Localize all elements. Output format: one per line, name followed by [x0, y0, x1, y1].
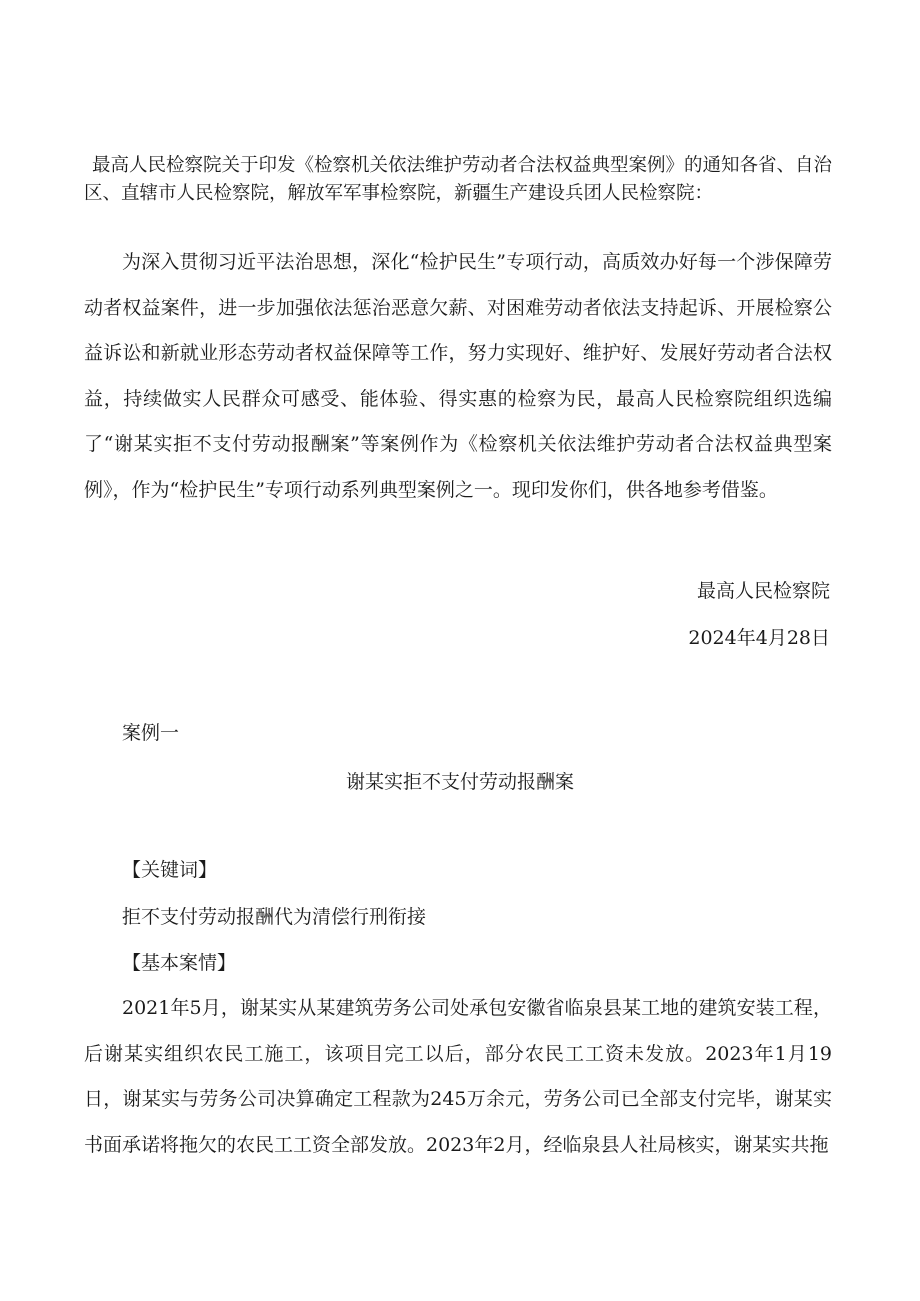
notice-header: 最高人民检察院关于印发《检察机关依法维护劳动者合法权益典型案例》的通知各省、自治区、直辖市人民检察院，解放军军事检察院，新疆生产建设兵团人民检察院：: [84, 155, 833, 204]
case-label: 案例一: [122, 722, 180, 744]
case-title: 谢某实拒不支付劳动报酬案: [345, 771, 574, 793]
signature-organization: 最高人民检察院: [696, 580, 830, 602]
facts-heading: 【基本案情】: [122, 952, 237, 974]
keywords-heading: 【关键词】: [122, 859, 218, 881]
facts-body: 2021年5月，谢某实从某建筑劳务公司处承包安徽省临泉县某工地的建筑安装工程，后谢某实组织农民工施工，该项目完工以后，部分农民工工资未发放。2023年1月19日，谢某实与劳务公司决算确定工程款为245万余元，劳务公司已全部支付完毕，谢某实书面承诺将拖欠的农民工工资全部发放。2023年2月，经临泉县人社局核实，谢某实共拖: [84, 997, 832, 1156]
notice-body: 为深入贯彻习近平法治思想，深化“检护民生”专项行动，高质效办好每一个涉保障劳动者权益案件，进一步加强依法惩治恶意欠薪、对困难劳动者依法支持起诉、开展检察公益诉讼和新就业形态劳动者权益保障等工作，努力实现好、维护好、发展好劳动者合法权益，持续做实人民群众可感受、能体验、得实惠的检察为民，最高人民检察院组织选编了“谢某实拒不支付劳动报酬案”等案例作为《检察机关依法维护劳动者合法权益典型案例》，作为“检护民生”专项行动系列典型案例之一。现印发你们，供各地参考借鉴。: [84, 251, 832, 501]
keywords-text: 拒不支付劳动报酬代为清偿行刑衔接: [122, 906, 427, 928]
signature-date: 2024年4月28日: [688, 627, 830, 649]
